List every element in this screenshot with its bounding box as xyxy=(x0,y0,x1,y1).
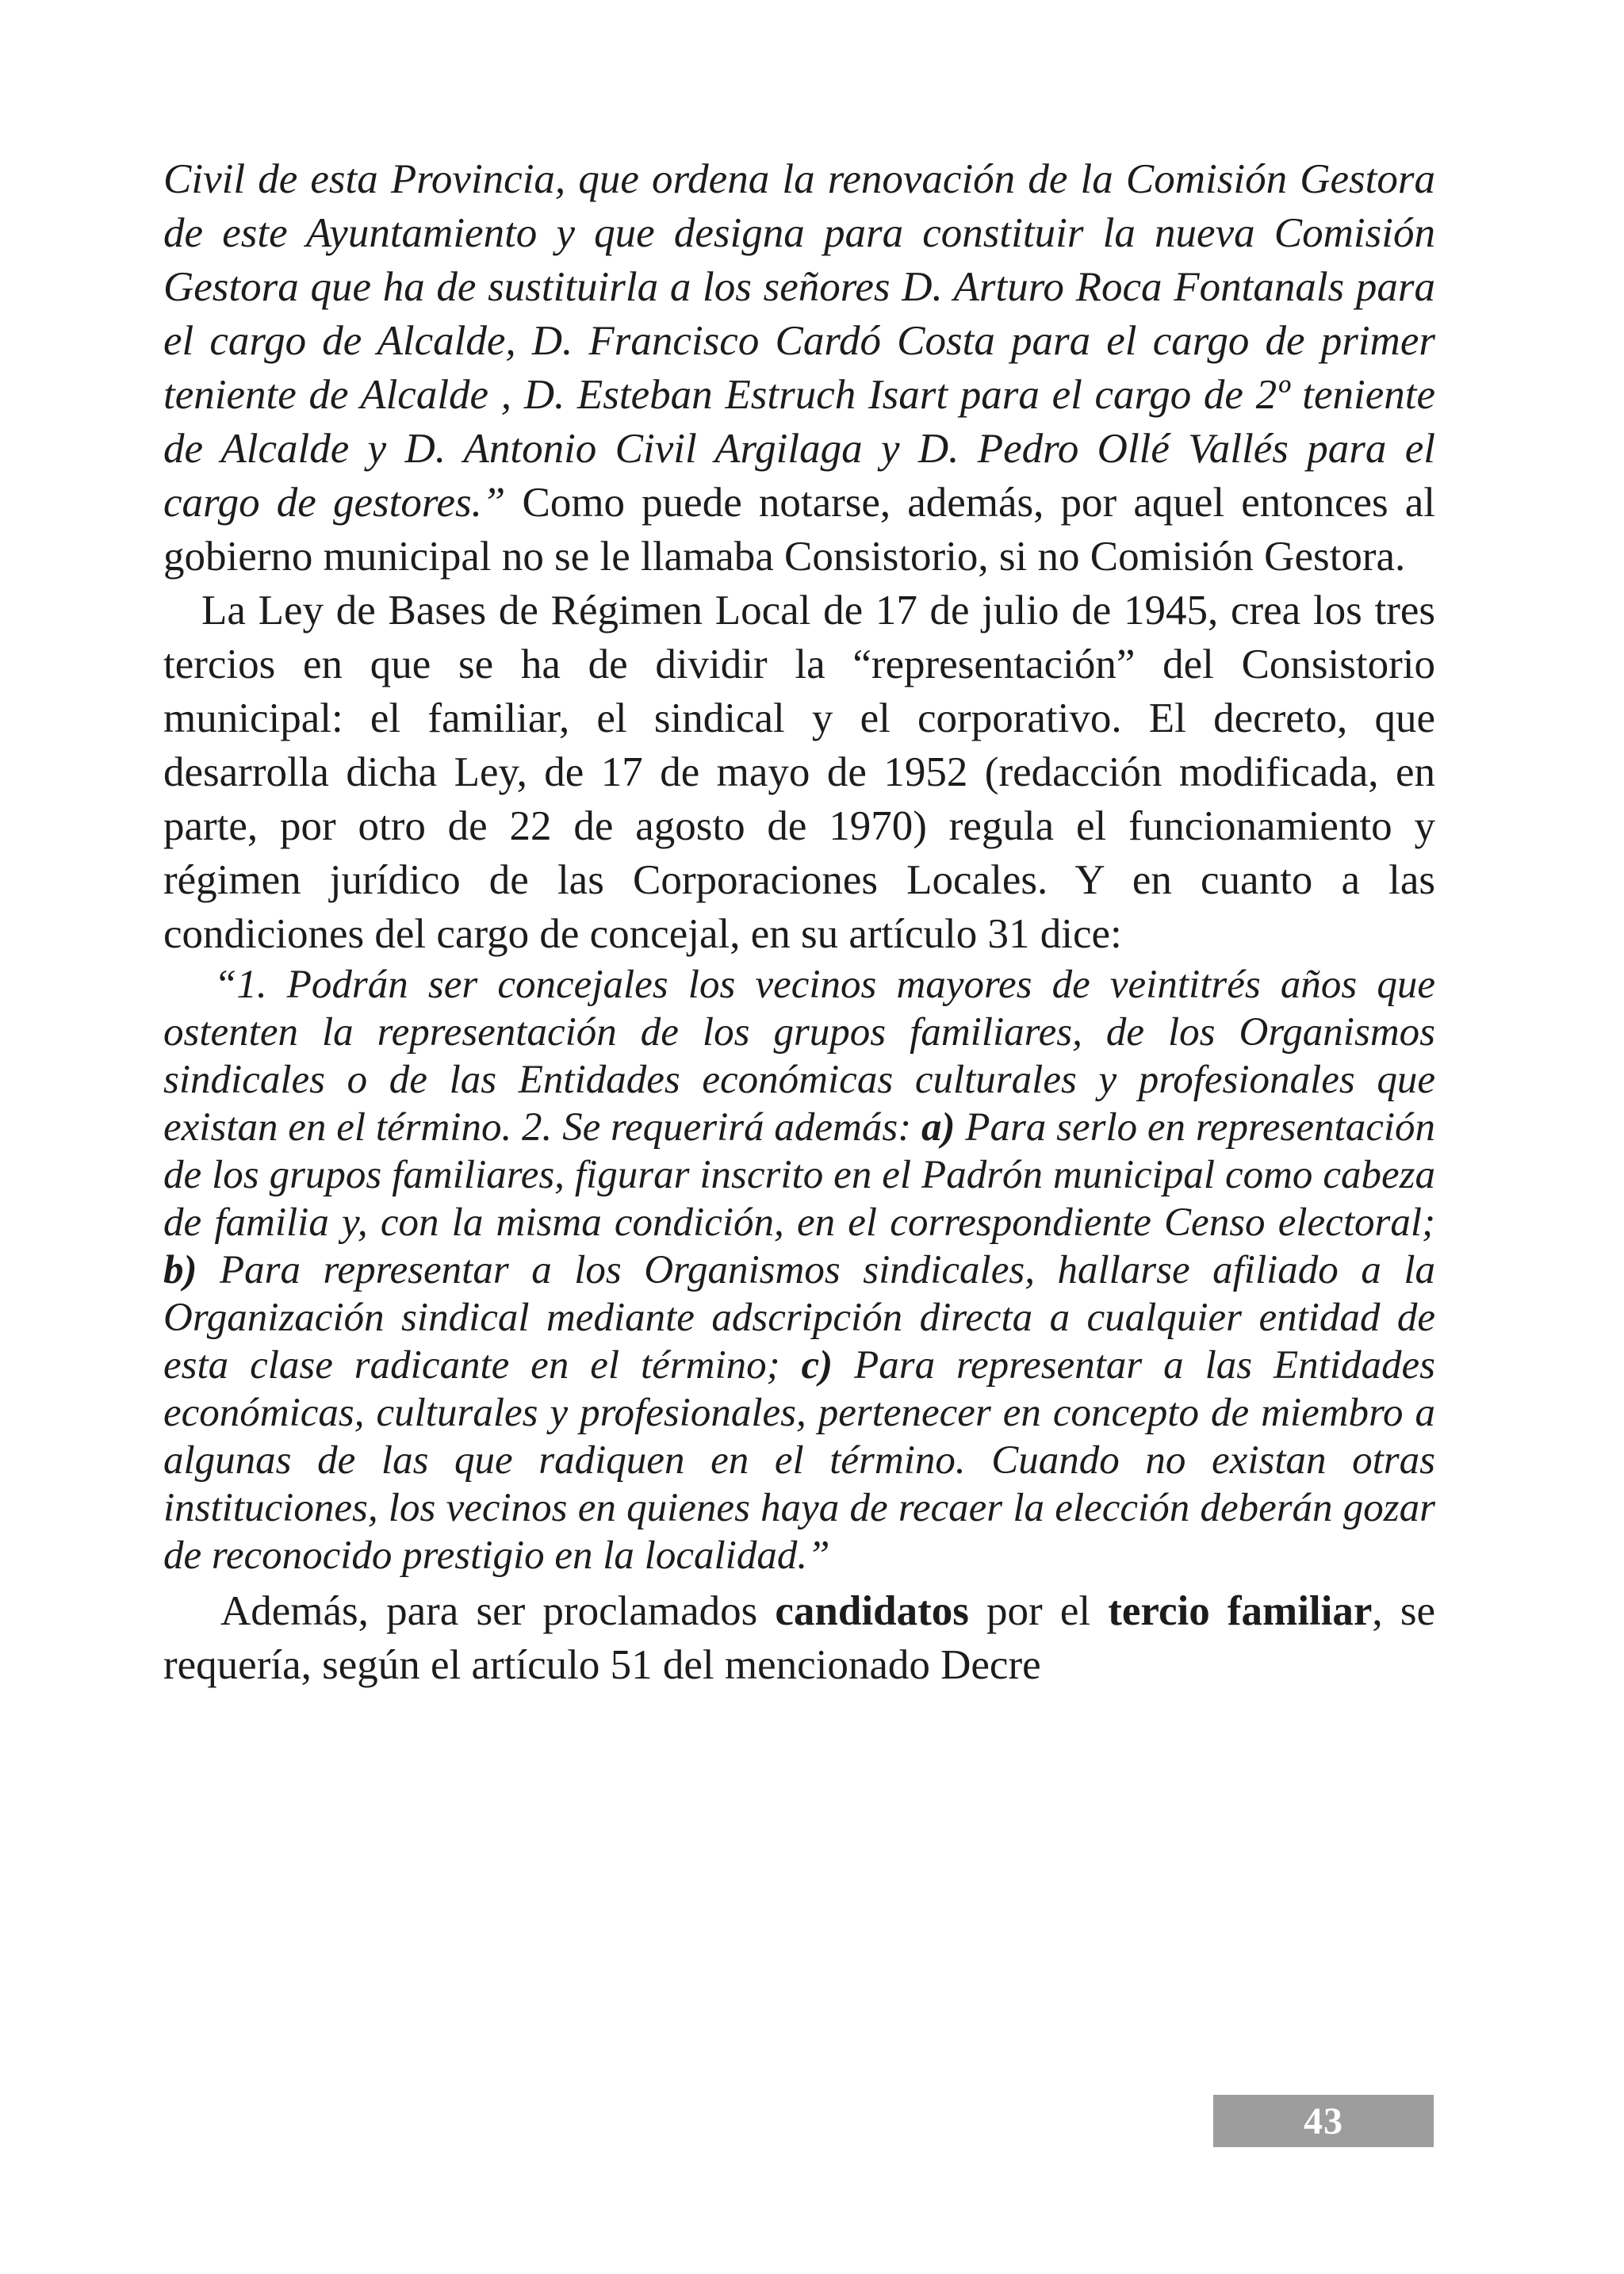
quote-label-a: a) xyxy=(921,1105,956,1150)
paragraph-3-part-3: , se requería, según el artículo 51 del mencionado Decre xyxy=(163,1588,1435,1688)
paragraph-3-bold-candidatos: candidatos xyxy=(775,1588,969,1634)
quote-part-3: Para representar a los Organismos sindicales, hallarse afiliado a la Organización sindical mediante adscripción directa a cualquier entidad de esta clase radicante en el término; xyxy=(163,1248,1435,1388)
paragraph-candidatos xyxy=(163,1584,1435,1692)
page-number-box xyxy=(1213,2095,1434,2147)
paragraph-3-bold-tercio-familiar: tercio familiar xyxy=(1108,1588,1373,1634)
page-number: 43 xyxy=(1304,2100,1343,2142)
article-31-quote xyxy=(163,961,1435,1579)
quote-part-2: Para serlo en representación de los grupos familiares, figurar inscrito en el Padrón municipal como cabeza de familia y, con la misma condición, en el correspondiente Censo electoral; xyxy=(163,1105,1435,1245)
quote-label-c: c) xyxy=(801,1343,833,1388)
quote-part-4: Para representar a las Entidades económicas, culturales y profesionales, pertenecer en concepto de miembro a algunas de las que radiquen en el término. Cuando no existan otras instituciones, los vecinos en quienes haya de recaer la elección deberán gozar de reconocido prestigio en la localidad.” xyxy=(163,1343,1435,1578)
quoted-decree-text: Civil de esta Provincia, que ordena la renovación de la Comisión Gestora de este Ayuntamiento y que designa para constituir la nueva Comisión Gestora que ha de sustituirla a los señores D. Arturo Roca Fontanals para el cargo de Alcalde, D. Francisco Cardó Costa para el cargo de primer teniente de Alcalde , D. Esteban Estruch Isart para el cargo de 2º teniente de Alcalde y D. Antonio Civil Argilaga y D. Pedro Ollé Vallés para el cargo de gestores.” xyxy=(163,156,1435,526)
quote-label-b: b) xyxy=(163,1248,197,1292)
paragraph-continuation xyxy=(163,152,1435,584)
body-text xyxy=(163,152,1435,1692)
paragraph-3-part-1: Además, para ser proclamados xyxy=(220,1588,776,1634)
paragraph-ley-de-bases: La Ley de Bases de Régimen Local de 17 de julio de 1945, crea los tres tercios en que se ha de dividir la “representación” del Consistorio municipal: el familiar, el sindical y el corporativo. El decreto, que desarrolla dicha Ley, de 17 de mayo de 1952 (redacción modificada, en parte, por otro de 22 de agosto de 1970) regula el funcionamiento y régimen jurídico de las Corporaciones Locales. Y en cuanto a las condiciones del cargo de concejal, en su artículo 31 dice: xyxy=(163,588,1435,957)
paragraph-3-part-2: por el xyxy=(968,1588,1109,1634)
quote-part-1: “1. Podrán ser concejales los vecinos mayores de veintitrés años que ostenten la representación de los grupos familiares, de los Organismos sindicales o de las Entidades económicas culturales y profesionales que existan en el término. 2. Se requerirá además: xyxy=(163,963,1435,1150)
commentary-text: Como puede notarse, además, por aquel entonces al gobierno municipal no se le llamaba Consistorio, si no Comisión Gestora. xyxy=(163,480,1435,580)
